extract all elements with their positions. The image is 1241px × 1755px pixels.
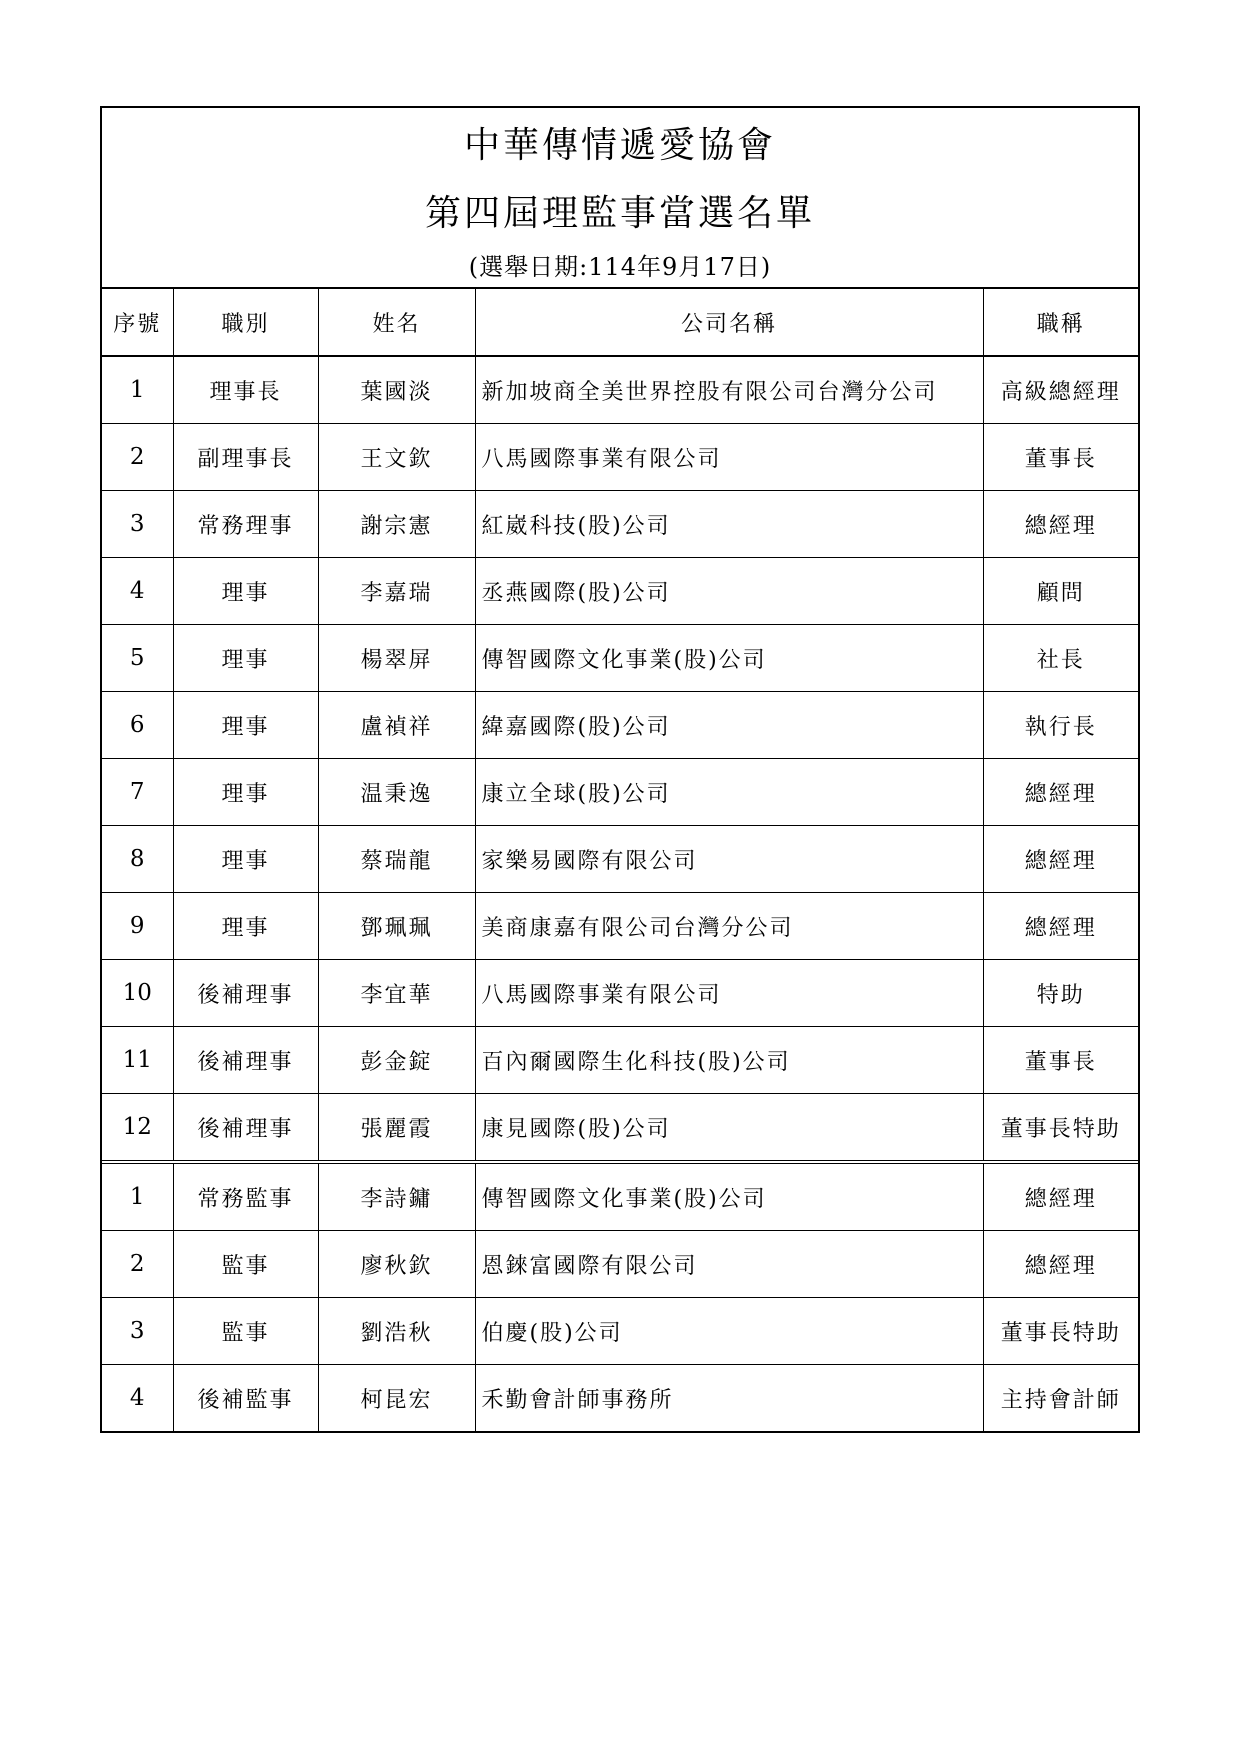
- cell-role: 監事: [173, 1298, 318, 1365]
- cell-role: 後補監事: [173, 1365, 318, 1432]
- cell-title: 總經理: [983, 893, 1138, 960]
- cell-index: 8: [102, 826, 173, 893]
- cell-company: 禾勤會計師事務所: [475, 1365, 983, 1432]
- cell-title: 高級總經理: [983, 356, 1138, 424]
- director-row: [102, 356, 1138, 424]
- cell-index: 11: [102, 1027, 173, 1094]
- cell-name: 李宜華: [318, 960, 475, 1027]
- cell-name: 謝宗憲: [318, 491, 475, 558]
- cell-title: 總經理: [983, 491, 1138, 558]
- header-role: 職別: [173, 289, 318, 356]
- director-row: [102, 692, 1138, 759]
- cell-index: 1: [102, 1162, 173, 1231]
- cell-role: 後補理事: [173, 960, 318, 1027]
- cell-name: 張麗霞: [318, 1094, 475, 1163]
- cell-name: 葉國淡: [318, 356, 475, 424]
- cell-title: 社長: [983, 625, 1138, 692]
- cell-title: 總經理: [983, 759, 1138, 826]
- cell-company: 美商康嘉有限公司台灣分公司: [475, 893, 983, 960]
- header-index: 序號: [102, 289, 173, 356]
- director-row: [102, 491, 1138, 558]
- cell-title: 董事長特助: [983, 1298, 1138, 1365]
- cell-role: 理事: [173, 692, 318, 759]
- cell-company: 康立全球(股)公司: [475, 759, 983, 826]
- cell-title: 董事長: [983, 1027, 1138, 1094]
- cell-title: 董事長特助: [983, 1094, 1138, 1163]
- supervisor-row: [102, 1298, 1138, 1365]
- cell-index: 3: [102, 1298, 173, 1365]
- cell-company: 傳智國際文化事業(股)公司: [475, 1162, 983, 1231]
- cell-company: 新加坡商全美世界控股有限公司台灣分公司: [475, 356, 983, 424]
- cell-name: 盧禎祥: [318, 692, 475, 759]
- cell-index: 4: [102, 1365, 173, 1432]
- cell-title: 特助: [983, 960, 1138, 1027]
- cell-index: 5: [102, 625, 173, 692]
- cell-role: 理事: [173, 558, 318, 625]
- director-row: [102, 1094, 1138, 1163]
- director-row: [102, 893, 1138, 960]
- cell-role: 理事: [173, 826, 318, 893]
- document-subtitle: 第四屆理監事當選名單: [424, 193, 815, 234]
- cell-name: 温秉逸: [318, 759, 475, 826]
- cell-index: 10: [102, 960, 173, 1027]
- director-row: [102, 826, 1138, 893]
- cell-title: 總經理: [983, 826, 1138, 893]
- cell-title: 執行長: [983, 692, 1138, 759]
- cell-company: 百內爾國際生化科技(股)公司: [475, 1027, 983, 1094]
- header-name: 姓名: [318, 289, 475, 356]
- cell-company: 丞燕國際(股)公司: [475, 558, 983, 625]
- election-results-sheet: [100, 106, 1140, 1433]
- cell-company: 恩錸富國際有限公司: [475, 1231, 983, 1298]
- cell-name: 李嘉瑞: [318, 558, 475, 625]
- table-header-row: [102, 289, 1138, 356]
- director-row: [102, 759, 1138, 826]
- cell-company: 康見國際(股)公司: [475, 1094, 983, 1163]
- cell-role: 理事: [173, 759, 318, 826]
- header-title: 職稱: [983, 289, 1138, 356]
- cell-company: 八馬國際事業有限公司: [475, 424, 983, 491]
- cell-role: 常務理事: [173, 491, 318, 558]
- cell-company: 紅崴科技(股)公司: [475, 491, 983, 558]
- cell-name: 廖秋欽: [318, 1231, 475, 1298]
- cell-index: 1: [102, 356, 173, 424]
- cell-role: 常務監事: [173, 1162, 318, 1231]
- cell-index: 3: [102, 491, 173, 558]
- cell-company: 傳智國際文化事業(股)公司: [475, 625, 983, 692]
- table-body: [102, 356, 1138, 1431]
- cell-name: 李詩鏞: [318, 1162, 475, 1231]
- supervisor-row: [102, 1162, 1138, 1231]
- cell-title: 主持會計師: [983, 1365, 1138, 1432]
- cell-role: 後補理事: [173, 1027, 318, 1094]
- director-row: [102, 558, 1138, 625]
- cell-index: 12: [102, 1094, 173, 1163]
- supervisor-row: [102, 1231, 1138, 1298]
- cell-company: 八馬國際事業有限公司: [475, 960, 983, 1027]
- supervisor-row: [102, 1365, 1138, 1432]
- cell-index: 4: [102, 558, 173, 625]
- election-date: (選舉日期:114年9月17日): [468, 253, 772, 281]
- cell-name: 彭金錠: [318, 1027, 475, 1094]
- cell-role: 理事: [173, 893, 318, 960]
- cell-index: 2: [102, 424, 173, 491]
- cell-title: 總經理: [983, 1231, 1138, 1298]
- cell-title: 董事長: [983, 424, 1138, 491]
- results-table: [102, 289, 1138, 1431]
- cell-company: 緯嘉國際(股)公司: [475, 692, 983, 759]
- cell-index: 9: [102, 893, 173, 960]
- cell-index: 7: [102, 759, 173, 826]
- director-row: [102, 424, 1138, 491]
- cell-name: 王文欽: [318, 424, 475, 491]
- cell-title: 顧問: [983, 558, 1138, 625]
- cell-role: 理事長: [173, 356, 318, 424]
- header-company: 公司名稱: [475, 289, 983, 356]
- cell-title: 總經理: [983, 1162, 1138, 1231]
- director-row: [102, 960, 1138, 1027]
- cell-name: 劉浩秋: [318, 1298, 475, 1365]
- cell-role: 理事: [173, 625, 318, 692]
- document-heading: [102, 108, 1138, 289]
- cell-company: 伯慶(股)公司: [475, 1298, 983, 1365]
- director-row: [102, 1027, 1138, 1094]
- cell-index: 6: [102, 692, 173, 759]
- cell-name: 柯昆宏: [318, 1365, 475, 1432]
- cell-company: 家樂易國際有限公司: [475, 826, 983, 893]
- cell-name: 鄧珮珮: [318, 893, 475, 960]
- cell-name: 楊翠屏: [318, 625, 475, 692]
- cell-role: 後補理事: [173, 1094, 318, 1163]
- cell-role: 副理事長: [173, 424, 318, 491]
- cell-name: 蔡瑞龍: [318, 826, 475, 893]
- cell-index: 2: [102, 1231, 173, 1298]
- document-title: 中華傳情遞愛協會: [463, 125, 776, 166]
- director-row: [102, 625, 1138, 692]
- cell-role: 監事: [173, 1231, 318, 1298]
